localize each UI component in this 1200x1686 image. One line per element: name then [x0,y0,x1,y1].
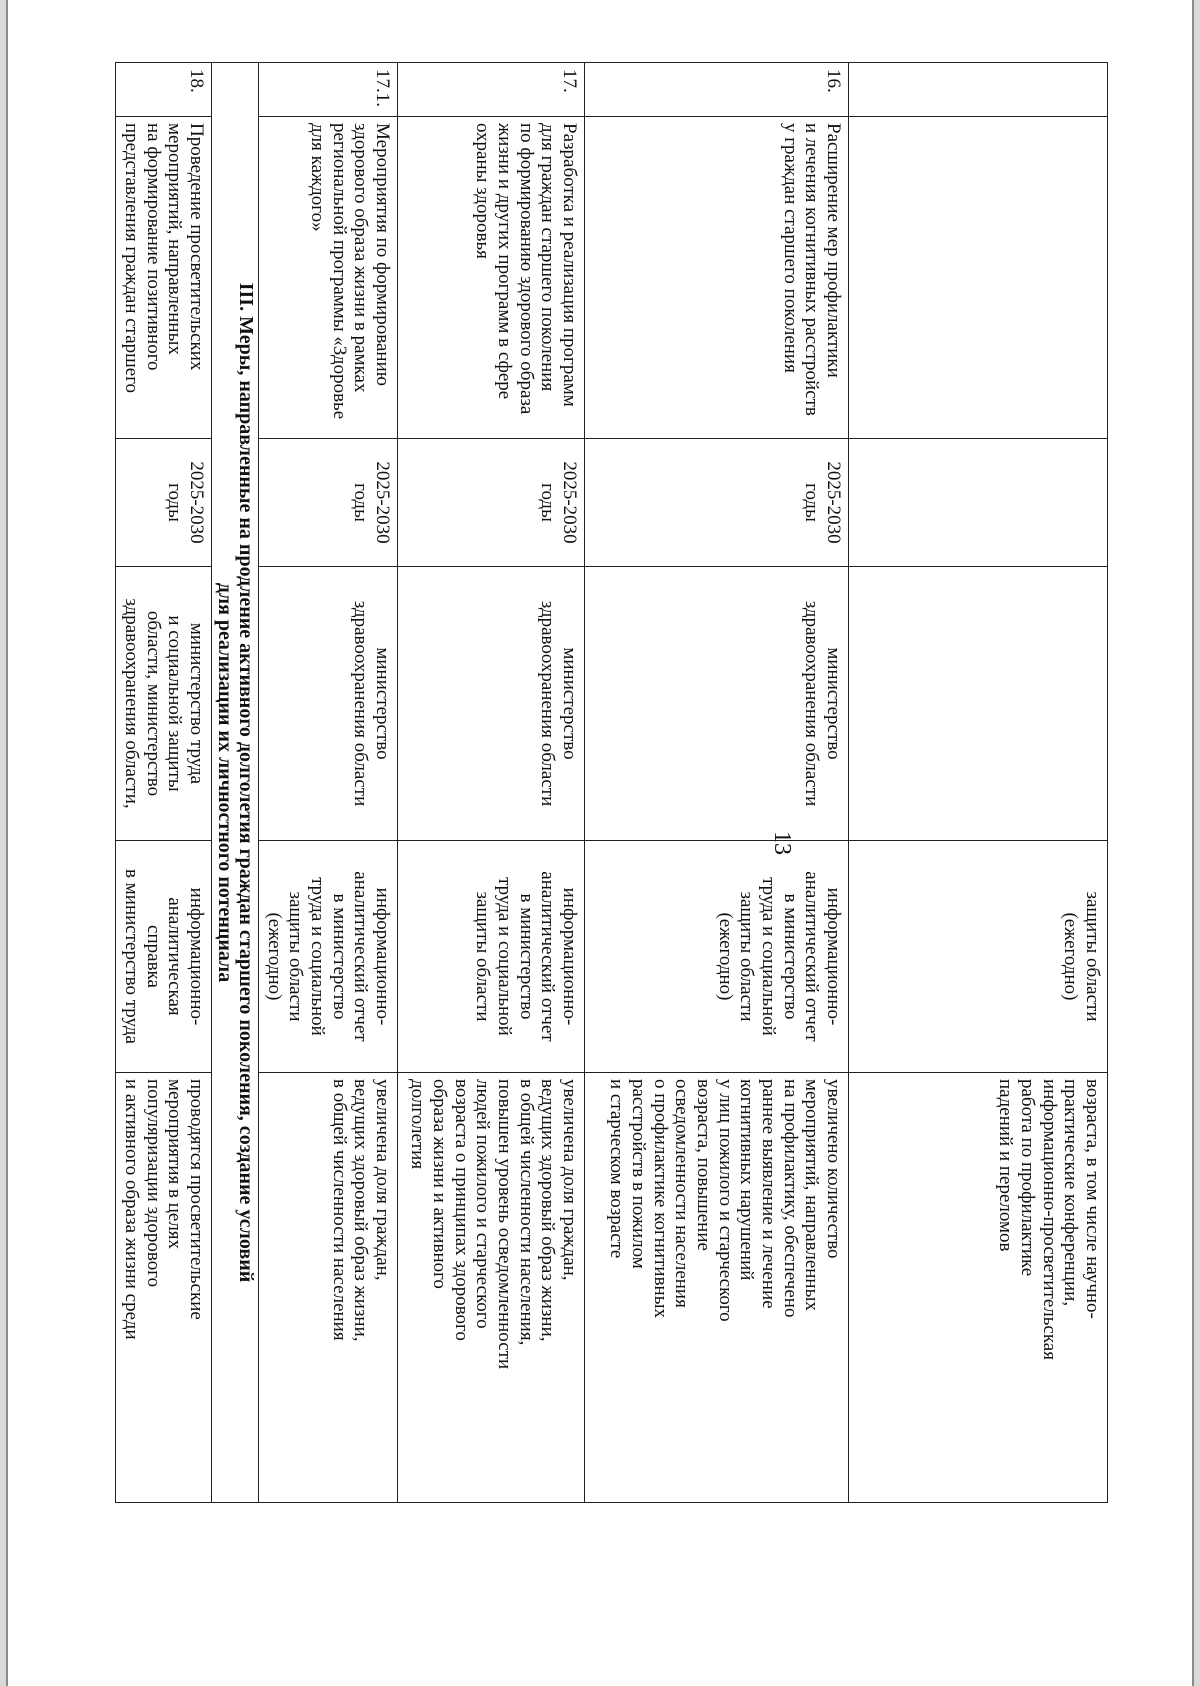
cell-name [585,117,849,439]
cell-years [116,439,212,567]
cell-result [585,1073,849,1503]
result-text: проводятся просветительские мероприятия в целях популяризации здорового и активного образа жизни среди [121,1079,208,1340]
document-page [6,0,1194,1686]
report-text: информационно- аналитическая справка в министерство труда [121,869,208,1044]
cell-result [398,1073,585,1503]
result-text: увеличена доля граждан, ведущих здоровый образ жизни, в общей численности населения [328,1079,393,1342]
table-rotation-frame [121,62,1108,1502]
cell-report [585,841,849,1073]
cell-num [849,63,1108,117]
row-number: 18. [186,69,208,93]
measure-name: Разработка и реализация программ для граждан старшего поколения по формированию здорового образа жизни и других программ в сфере охраны здоровья [472,123,580,415]
report-text: информационно- аналитический отчет в министерство труда и социальной защиты области [472,871,580,1042]
result-text: увеличена доля граждан, ведущих здоровый образ жизни, в общей численности населения, повышен уровень осведомленности людей пожилого и старческого возраста о принципах здорового образа жизни и активного долголетия [407,1079,580,1370]
cell-name [398,117,585,439]
cell-result [116,1073,212,1503]
executor-text: министерство здравоохранения области [537,600,580,807]
cell-report [398,841,585,1073]
measure-name: Расширение мер профилактики и лечения когнитивных расстройств у граждан старшего поколения [779,123,844,416]
cell-name [116,117,212,439]
cell-years [398,439,585,567]
years-text: 2025-2030 годы [537,461,580,544]
executor-text: министерство труда и социальной защиты области, министерство здравоохранения области, [121,598,208,809]
section-title: III. Меры, направленные на продление активного долголетия граждан старшего поколения, создание условий для реализации их личностного потенциала [214,282,258,1283]
cell-years [849,439,1108,567]
cell-executor [259,567,398,841]
measures-table [115,62,1108,1503]
years-text: 2025-2030 годы [801,461,844,544]
section-header-row [212,63,259,1503]
cell-num [398,63,585,117]
rotated-table-container [121,62,1108,1502]
page-number: 13 [769,831,795,855]
cell-name [259,117,398,439]
cell-num [259,63,398,117]
measure-name: Мероприятия по формированию здорового образа жизни в рамках региональной программы «Здоровье для каждого» [307,123,393,420]
row-number: 17.1. [372,69,393,107]
cell-executor [849,567,1108,841]
cell-report [116,841,212,1073]
cell-result [849,1073,1108,1503]
cell-executor [116,567,212,841]
row-number: 16. [823,69,844,93]
report-text: информационно- аналитический отчет в министерство труда и социальной защиты области (ежегодно) [263,871,393,1042]
years-text: 2025-2030 годы [350,461,393,544]
cell-executor [585,567,849,841]
table-row [259,63,398,1503]
years-text: 2025-2030 годы [164,461,208,544]
report-text: информационно- аналитический отчет в министерство труда и социальной защиты области (ежегодно) [714,871,844,1042]
table-row [849,63,1108,1503]
executor-text: министерство здравоохранения области [350,600,393,807]
cell-years [585,439,849,567]
report-text: защиты области (ежегодно) [1060,891,1103,1022]
row-number: 17. [559,69,580,93]
result-text: увеличено количество мероприятий, направленных на профилактику, обеспечено раннее выявление и лечение когнитивных нарушений у лиц пожилого и старческого возраста, повышение осведомленности населения о профилактике когнитивных расстройств в пожилом и старческом возрасте [606,1079,844,1322]
cell-years [259,439,398,567]
cell-report [849,841,1108,1073]
cell-executor [398,567,585,841]
table-row [398,63,585,1503]
table-row [585,63,849,1503]
executor-text: министерство здравоохранения области [801,600,844,807]
cell-result [259,1073,398,1503]
cell-num [116,63,212,117]
cell-num [585,63,849,117]
section-title-cell [212,63,259,1503]
measure-name: Проведение просветительских мероприятий, направленных на формирование позитивного представления граждан старшего [121,123,208,394]
result-text: возраста, в том числе научно- практические конференции, информационно-просветительская работа по профилактике падений и переломов [995,1079,1103,1360]
cell-report [259,841,398,1073]
table-row [116,63,212,1503]
cell-name [849,117,1108,439]
